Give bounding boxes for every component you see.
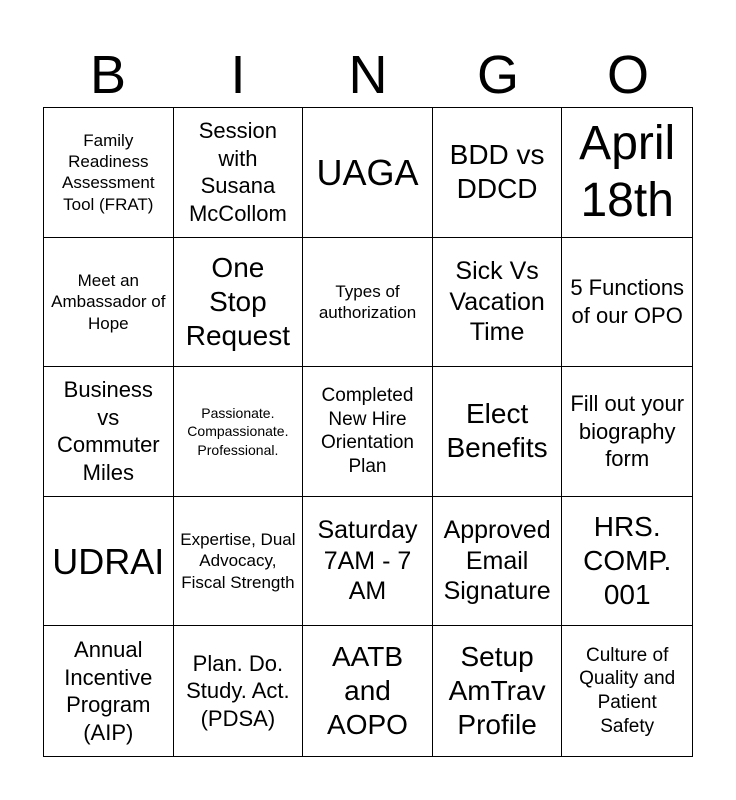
cell-text: Family Readiness Assessment Tool (FRAT) (62, 130, 155, 214)
cell-text: Expertise, Dual Advocacy, Fiscal Strength (180, 530, 296, 592)
bingo-cell[interactable] (433, 497, 563, 627)
bingo-cell[interactable] (562, 238, 692, 368)
bingo-cell[interactable] (44, 497, 174, 627)
bingo-cell[interactable] (433, 367, 563, 497)
bingo-cell[interactable] (303, 238, 433, 368)
bingo-cell[interactable] (303, 497, 433, 627)
cell-text: 5 Functions of our OPO (570, 275, 685, 328)
bingo-cell[interactable] (433, 626, 563, 756)
bingo-cell[interactable] (174, 238, 304, 368)
bingo-cell[interactable] (44, 108, 174, 238)
bingo-cell[interactable] (44, 626, 174, 756)
bingo-header (43, 42, 693, 108)
cell-text: Saturday 7AM - 7 AM (317, 516, 418, 606)
header-letter-i: I (230, 45, 246, 105)
header-letter-g: G (476, 45, 519, 105)
cell-text: AATB and AOPO (327, 640, 408, 741)
bingo-cell[interactable] (303, 626, 433, 756)
cell-text: Session with Susana McCollom (188, 118, 287, 226)
bingo-board (43, 107, 693, 757)
bingo-cell[interactable] (174, 367, 304, 497)
cell-text: Completed New Hire Orientation Plan (321, 384, 414, 478)
bingo-cell[interactable] (303, 108, 433, 238)
cell-text: UAGA (316, 151, 419, 193)
cell-text: One Stop Request (185, 251, 291, 351)
bingo-cell[interactable] (562, 626, 692, 756)
bingo-cell[interactable] (44, 238, 174, 368)
cell-text: Meet an Ambassador of Hope (51, 271, 166, 333)
bingo-cell[interactable] (562, 108, 692, 238)
header-letter-o: O (606, 45, 649, 105)
cell-text: UDRAI (52, 540, 165, 582)
cell-text: Annual Incentive Program (AIP) (64, 637, 153, 745)
bingo-cell[interactable] (433, 108, 563, 238)
cell-text: April 18th (579, 116, 676, 228)
bingo-cell[interactable] (44, 367, 174, 497)
cell-text: HRS. COMP. 001 (583, 510, 672, 611)
header-letter-b: B (89, 45, 127, 105)
cell-text: Fill out your biography form (570, 391, 685, 472)
bingo-cell[interactable] (174, 626, 304, 756)
cell-text: Plan. Do. Study. Act. (PDSA) (186, 650, 290, 731)
bingo-cell[interactable] (562, 367, 692, 497)
cell-text: Elect Benefits (446, 398, 548, 464)
bingo-cell[interactable] (174, 108, 304, 238)
cell-text: Setup AmTrav Profile (448, 640, 546, 741)
cell-text: Approved Email Signature (443, 516, 551, 606)
cell-text: Types of authorization (318, 281, 417, 322)
header-letter-n: N (348, 45, 388, 105)
bingo-cell[interactable] (303, 367, 433, 497)
bingo-cell[interactable] (562, 497, 692, 627)
bingo-cell[interactable] (174, 497, 304, 627)
bingo-cell[interactable] (433, 238, 563, 368)
cell-text: BDD vs DDCD (449, 139, 545, 205)
cell-text: Culture of Quality and Patient Safety (579, 644, 676, 737)
cell-text: Sick Vs Vacation Time (449, 257, 545, 347)
cell-text: Passionate. Compassionate. Professional. (187, 405, 289, 458)
cell-text: Business vs Commuter Miles (56, 377, 160, 485)
